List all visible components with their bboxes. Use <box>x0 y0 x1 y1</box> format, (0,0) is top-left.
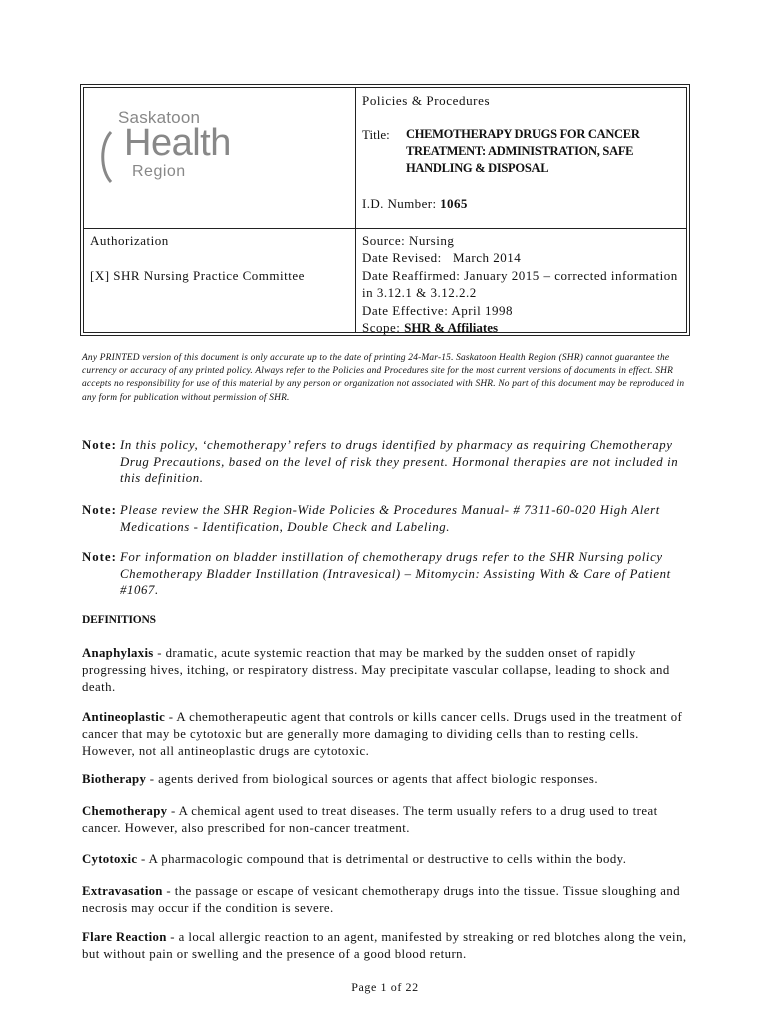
title-block <box>362 92 680 211</box>
scope-value: SHR & Affiliates <box>404 320 499 336</box>
definition-item <box>82 645 692 695</box>
note-label: Note: <box>82 503 117 517</box>
definition-text: - the passage or escape of vesicant chemotherapy drugs into the tissue. Tissue sloughing and necrosis may occur if the condition is severe. <box>82 884 681 915</box>
source-dates-block <box>362 232 680 336</box>
definition-item <box>82 709 692 759</box>
id-label: I.D. Number: <box>362 196 437 211</box>
saskatoon-health-region-logo <box>98 102 231 182</box>
logo-line-3: Region <box>132 163 186 180</box>
policy-header-inner <box>83 87 687 336</box>
definition-text: - agents derived from biological sources or agents that affect biologic responses. <box>146 772 598 786</box>
definition-term: Extravasation <box>82 884 163 898</box>
printed-version-disclaimer: Any PRINTED version of this document is only accurate up to the date of printing 24-Mar-15. Saskatoon Health Region (SHR) cannot guarantee the currency or accuracy of any printed policy. Always refer to the Policies and Procedures site for the most current versions of documents in effect. SHR accepts no responsibility for use of this material by any person or organization not associated with SHR. No part of this document may be reproduced in any form for publication without permission of SHR. <box>82 353 685 403</box>
title-label: Title: <box>362 127 390 142</box>
scope <box>362 319 680 336</box>
section-label: Policies & Procedures <box>362 93 491 108</box>
definition-term: Biotherapy <box>82 772 147 786</box>
definition-item <box>82 803 692 837</box>
definition-text: - dramatic, acute systemic reaction that may be marked by the sudden onset of rapidly progressing hives, itching, or respiratory distress. May precipitate vascular collapse, leading to shock and death. <box>82 646 670 694</box>
policy-title: CHEMOTHERAPY DRUGS FOR CANCER TREATMENT: ADMINISTRATION, SAFE HANDLING & DISPOSAL <box>406 127 640 175</box>
id-value: 1065 <box>440 196 468 211</box>
definitions-heading: DEFINITIONS <box>82 614 156 626</box>
logo-arc-icon <box>98 130 114 184</box>
note-label: Note: <box>82 438 117 452</box>
note-3 <box>82 549 692 599</box>
note-text: In this policy, ‘chemotherapy’ refers to drugs identified by pharmacy as requiring Chemotherapy Drug Precautions, based on the level of risk they present. Hormonal therapies are not included in this definition. <box>120 438 679 486</box>
note-label: Note: <box>82 550 117 564</box>
scope-label: Scope: <box>362 320 401 336</box>
definition-item <box>82 883 692 917</box>
definition-text: - a local allergic reaction to an agent, manifested by streaking or red blotches along the vein, but without pain or swelling and the presence of a good blood return. <box>82 930 687 961</box>
authorization-label: Authorization <box>90 233 169 248</box>
definition-term: Anaphylaxis <box>82 646 154 660</box>
date-effective: Date Effective: April 1998 <box>362 302 514 318</box>
definition-item <box>82 851 692 868</box>
page-number: Page 1 of 22 <box>351 980 419 994</box>
definition-text: - A pharmacologic compound that is detrimental or destructive to cells within the body. <box>137 852 627 866</box>
date-revised: Date Revised: March 2014 <box>362 250 522 266</box>
definition-item <box>82 929 692 963</box>
definition-term: Chemotherapy <box>82 804 168 818</box>
id-number <box>362 195 468 212</box>
note-1 <box>82 437 692 487</box>
logo-line-1: Saskatoon <box>118 108 201 127</box>
definition-term: Cytotoxic <box>82 852 138 866</box>
note-text: For information on bladder instillation of chemotherapy drugs refer to the SHR Nursing policy Chemotherapy Bladder Instillation (Intravesical) – Mitomycin: Assisting With & Care of Patient #1067. <box>120 550 671 598</box>
definition-item <box>82 771 692 788</box>
policy-header-table <box>80 84 690 336</box>
definition-text: - A chemotherapeutic agent that controls or kills cancer cells. Drugs used in the treatment of cancer that may be cytotoxic but are generally more damaging to dividing cells than to resting cells. However, not all antineoplastic drugs are cytotoxic. <box>82 710 683 758</box>
definition-term: Flare Reaction <box>82 930 167 944</box>
date-reaffirmed: Date Reaffirmed: January 2015 – corrected information in 3.12.1 & 3.12.2.2 <box>362 267 678 301</box>
note-2 <box>82 502 692 535</box>
definition-term: Antineoplastic <box>82 710 166 724</box>
authorizing-committee: [X] SHR Nursing Practice Committee <box>90 268 305 283</box>
row-divider <box>84 228 686 229</box>
note-text: Please review the SHR Region-Wide Policies & Procedures Manual- # 7311-60-020 High Alert Medications - Identification, Double Check and Labeling. <box>120 503 660 534</box>
definition-text: - A chemical agent used to treat diseases. The term usually refers to a drug used to treat cancer. However, also prescribed for non-cancer treatment. <box>82 804 658 835</box>
source: Source: Nursing <box>362 233 455 248</box>
logo-line-2: Health <box>124 122 231 164</box>
column-divider <box>355 88 356 332</box>
